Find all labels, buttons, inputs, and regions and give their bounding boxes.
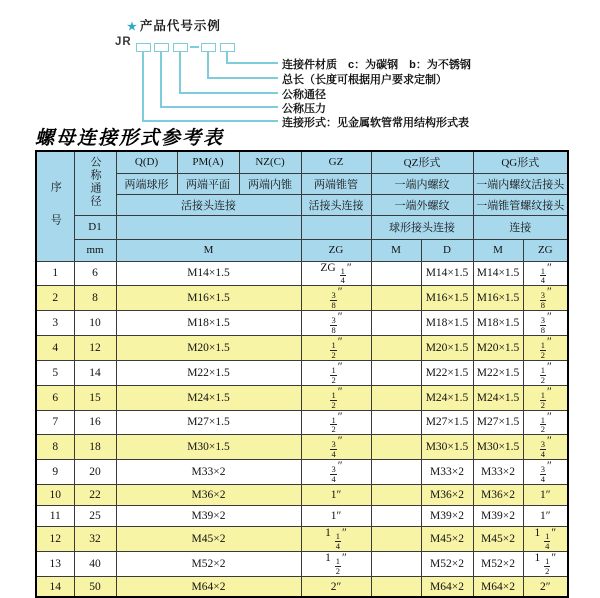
code-box-2 [154,43,169,52]
header-pm-code: PM(A) [177,151,239,173]
table-cell: M20×1.5 [473,336,523,361]
connector-line [142,120,278,122]
header-qg-code: QG形式 [473,151,568,173]
table-row [36,460,568,485]
header-q-code: Q(D) [116,151,177,173]
table-cell: 15 [74,385,116,410]
header-qz-conn: 球形接头连接 [371,215,473,239]
table-cell: M45×2 [116,527,301,552]
table-cell: M14×1.5 [116,261,301,286]
label-nominal-diameter: 公称通径 [282,89,326,101]
table-cell: 11 [36,506,74,527]
label-total-length: 总长（长度可根据用户要求定制） [282,74,447,86]
table-row [36,527,568,552]
table-cell: 7 [36,410,74,435]
table-cell: M20×1.5 [116,336,301,361]
table-cell: 22 [74,485,116,506]
header-qz-code: QZ形式 [371,151,473,173]
label-nominal-pressure: 公称压力 [282,103,326,115]
table-cell: $\frac{3}{4}$ ″ [301,460,371,485]
table-cell: 18 [74,435,116,460]
table-cell: M24×1.5 [116,385,301,410]
table-cell [371,385,421,410]
table-row [36,286,568,311]
table-cell [371,551,421,576]
table-cell: M18×1.5 [421,311,473,336]
table-cell: M33×2 [473,460,523,485]
header-qz-desc2: 一端外螺纹 [371,194,473,215]
header-empty-gz [301,215,371,239]
table-cell: 8 [36,435,74,460]
table-cell: 1 $\frac{1}{4}$ ″ [523,527,568,552]
header-gz-conn: 活接头连接 [301,194,371,215]
table-cell [371,410,421,435]
header-left-conn: 活接头连接 [116,194,301,215]
table-body [36,261,568,597]
table-cell: 16 [74,410,116,435]
table-cell: M52×2 [473,551,523,576]
header-nz-code: NZ(C) [239,151,301,173]
table-cell: 10 [74,311,116,336]
table-cell: M18×1.5 [473,311,523,336]
header-qz-d: D [421,239,473,261]
table-header [36,151,568,261]
table-cell: M36×2 [116,485,301,506]
table-cell: M36×2 [421,485,473,506]
table-cell: $\frac{1}{2}$ ″ [523,360,568,385]
table-cell: M33×2 [421,460,473,485]
table-cell: 10 [36,485,74,506]
table-cell [371,261,421,286]
connector-line [207,77,278,79]
table-cell: M22×1.5 [473,360,523,385]
table-cell: 1″ [301,506,371,527]
table-row [36,576,568,597]
header-qg-desc1: 一端内螺纹活接头 [473,173,568,194]
table-cell: $\frac{1}{2}$ ″ [523,336,568,361]
table-cell: $\frac{3}{4}$ ″ [523,460,568,485]
nut-connection-reference-table [35,150,569,598]
table-cell: 1 $\frac{1}{2}$ ″ [301,551,371,576]
table-cell: M22×1.5 [116,360,301,385]
table-cell [371,576,421,597]
table-row [36,261,568,286]
header-pm-desc: 两端平面 [177,173,239,194]
table-cell: 1″ [523,506,568,527]
table-cell: $\frac{1}{2}$ ″ [301,410,371,435]
header-qg-m: M [473,239,523,261]
table-cell: M33×2 [116,460,301,485]
table-cell: $\frac{3}{4}$ ″ [301,435,371,460]
table-cell: 13 [36,551,74,576]
table-cell [371,336,421,361]
table-cell: 12 [36,527,74,552]
code-prefix: JR [115,36,132,48]
header-nz-desc: 两端内锥 [239,173,301,194]
header-gz-desc: 两端锥管 [301,173,371,194]
table-cell: 40 [74,551,116,576]
table-cell: 12 [74,336,116,361]
table-cell [371,527,421,552]
code-box-1 [136,43,151,52]
code-box-4 [201,43,216,52]
table-cell: M18×1.5 [116,311,301,336]
table-cell: ZG $\frac{1}{4}$ ″ [301,261,371,286]
code-dash [190,46,199,48]
table-cell: M16×1.5 [116,286,301,311]
header-dn: 公称通径 [74,151,116,215]
table-row [36,311,568,336]
code-box-5 [220,43,235,52]
connector-line [160,106,278,108]
table-cell: 2″ [301,576,371,597]
header-q-desc: 两端球形 [116,173,177,194]
header-qg-desc2: 一端锥管螺纹接头 [473,194,568,215]
diagram-heading-text: 产品代号示例 [139,19,221,33]
table-cell: 3 [36,311,74,336]
table-cell: M24×1.5 [421,385,473,410]
table-cell: 1 $\frac{1}{4}$ ″ [301,527,371,552]
table-cell: 1″ [301,485,371,506]
header-qg-conn: 连接 [473,215,568,239]
code-box-3 [173,43,188,52]
table-row [36,435,568,460]
header-empty-left [116,215,301,239]
table-cell: $\frac{1}{2}$ ″ [301,385,371,410]
header-qg-zg: ZG [523,239,568,261]
table-cell: M30×1.5 [116,435,301,460]
table-cell: 2″ [523,576,568,597]
table-cell: M16×1.5 [473,286,523,311]
table-cell: 32 [74,527,116,552]
table-cell: M24×1.5 [473,385,523,410]
table-cell: 4 [36,336,74,361]
table-cell: 50 [74,576,116,597]
table-cell: M14×1.5 [473,261,523,286]
table-cell: 9 [36,460,74,485]
table-cell: 6 [36,385,74,410]
table-cell: 25 [74,506,116,527]
table-cell: M45×2 [421,527,473,552]
table-cell: M52×2 [116,551,301,576]
table-cell: M64×2 [116,576,301,597]
table-cell: $\frac{1}{2}$ ″ [301,360,371,385]
table-cell: M39×2 [473,506,523,527]
table-row [36,551,568,576]
table-cell: 1 $\frac{1}{2}$ ″ [523,551,568,576]
table-cell: M52×2 [421,551,473,576]
table-cell: M39×2 [116,506,301,527]
table-cell: 6 [74,261,116,286]
table-cell: M27×1.5 [473,410,523,435]
table-cell: $\frac{1}{2}$ ″ [523,410,568,435]
table-row [36,360,568,385]
label-connector-material: 连接件材质 c：为碳钢 b：为不锈钢 [282,59,471,71]
label-connection-form: 连接形式：见金属软管常用结构形式表 [282,117,469,129]
table-cell [371,506,421,527]
table-cell [371,485,421,506]
header-gz-code: GZ [301,151,371,173]
table-cell: $\frac{1}{4}$ ″ [523,261,568,286]
table-cell: $\frac{3}{8}$ ″ [523,286,568,311]
header-unit: mm [74,239,116,261]
table-cell: 2 [36,286,74,311]
connector-line [207,51,209,78]
table-cell: $\frac{3}{4}$ ″ [523,435,568,460]
table-cell: 1 [36,261,74,286]
table-row [36,385,568,410]
table-cell: 5 [36,360,74,385]
header-qz-desc1: 一端内螺纹 [371,173,473,194]
connector-line [142,51,144,121]
table-cell: $\frac{1}{2}$ ″ [523,385,568,410]
star-icon: ★ [127,21,138,33]
connector-line [226,62,278,64]
header-m: M [116,239,301,261]
table-cell: $\frac{3}{8}$ ″ [301,311,371,336]
table-title: 螺母连接形式参考表 [35,127,225,149]
table-cell [371,286,421,311]
table-cell: M30×1.5 [473,435,523,460]
table-cell: M64×2 [473,576,523,597]
header-d1: D1 [74,215,116,239]
diagram-heading [127,16,221,34]
table-cell: 20 [74,460,116,485]
table-cell: M20×1.5 [421,336,473,361]
table-cell: M36×2 [473,485,523,506]
table-cell: M39×2 [421,506,473,527]
table-cell: $\frac{3}{8}$ ″ [523,311,568,336]
table-cell: 14 [74,360,116,385]
table-row [36,506,568,527]
table-cell: 8 [74,286,116,311]
table-cell: M27×1.5 [421,410,473,435]
table-cell: M27×1.5 [116,410,301,435]
table-cell: M64×2 [421,576,473,597]
table-cell [371,311,421,336]
header-qz-m: M [371,239,421,261]
table-cell [371,360,421,385]
table-cell: M22×1.5 [421,360,473,385]
table-cell [371,460,421,485]
table-cell: $\frac{3}{8}$ ″ [301,286,371,311]
table-cell [371,435,421,460]
header-seq: 序号 [36,151,74,261]
connector-line [179,51,181,93]
table-cell: M45×2 [473,527,523,552]
table-row [36,485,568,506]
table-cell: M30×1.5 [421,435,473,460]
connector-line [179,92,278,94]
table-cell: 14 [36,576,74,597]
table-cell: M14×1.5 [421,261,473,286]
table-row [36,410,568,435]
table-row [36,336,568,361]
table-cell: 1″ [523,485,568,506]
table-cell: $\frac{1}{2}$ ″ [301,336,371,361]
header-zg: ZG [301,239,371,261]
table-cell: M16×1.5 [421,286,473,311]
connector-line [160,51,162,107]
